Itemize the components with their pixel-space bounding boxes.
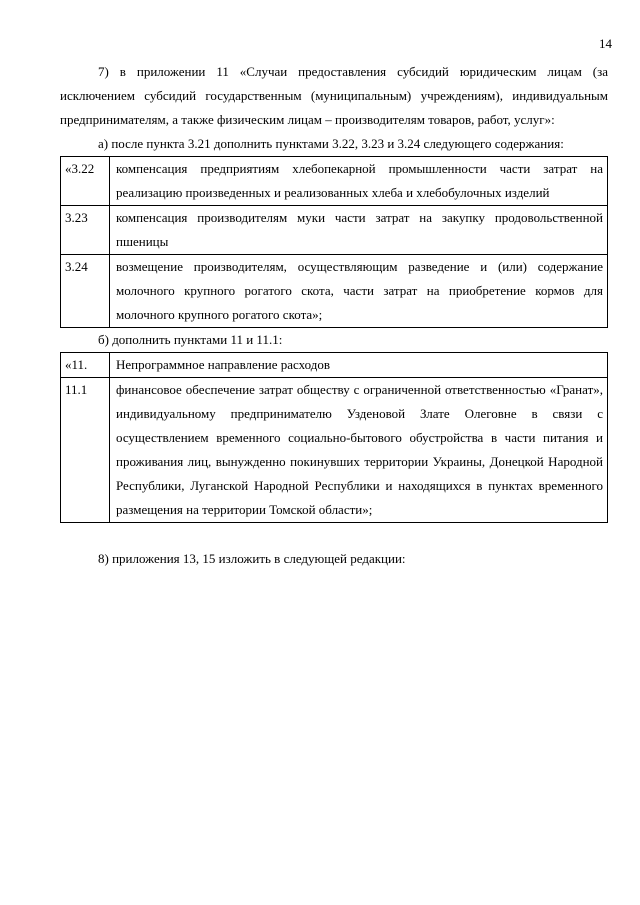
table-row	[61, 255, 608, 328]
item-7a-heading: а) после пункта 3.21 дополнить пунктами 3.22, 3.23 и 3.24 следующего содержания:	[98, 136, 564, 151]
row-text: финансовое обеспечение затрат обществу с ограниченной ответственностью «Гранат», индивидуальному предпринимателю Узденовой Злате Олеговне в связи с осуществлением временного социально-бытового обустройства в части питания и проживания лиц, вынужденно покинувших территории Украины, Донецкой Народной Республики, Луганской Народной Республики и находящихся в пунктах временного размещения на территории Томской области»;	[110, 378, 608, 523]
row-text: возмещение производителям, осуществляющим разведение и (или) содержание молочного крупного рогатого скота, части затрат на приобретение кормов для молочного крупного рогатого скота»;	[110, 255, 608, 328]
item-7b-heading: б) дополнить пунктами 11 и 11.1:	[98, 332, 283, 347]
table-row	[61, 206, 608, 255]
row-number: «3.22	[61, 157, 110, 206]
row-number: «11.	[61, 353, 110, 378]
row-number: 3.24	[61, 255, 110, 328]
table-items-3-22-to-3-24	[60, 156, 608, 328]
item-8: 8) приложения 13, 15 изложить в следующей редакции:	[98, 551, 406, 566]
table-row	[61, 353, 608, 378]
table-row	[61, 378, 608, 523]
page-number: 14	[599, 36, 612, 51]
row-number: 3.23	[61, 206, 110, 255]
spacer	[60, 523, 608, 547]
row-number: 11.1	[61, 378, 110, 523]
table-row	[61, 157, 608, 206]
row-text: Непрограммное направление расходов	[110, 353, 608, 378]
document-body	[60, 60, 608, 571]
item-7-intro: 7) в приложении 11 «Случаи предоставления субсидий юридическим лицам (за исключением субсидий государственным (муниципальным) учреждениям), индивидуальным предпринимателям, а также физическим лицам – производителям товаров, работ, услуг»:	[60, 64, 608, 127]
row-text: компенсация производителям муки части затрат на закупку продовольственной пшеницы	[110, 206, 608, 255]
row-text: компенсация предприятиям хлебопекарной промышленности части затрат на реализацию произведенных и реализованных хлеба и хлебобулочных изделий	[110, 157, 608, 206]
table-items-11-and-11-1	[60, 352, 608, 523]
